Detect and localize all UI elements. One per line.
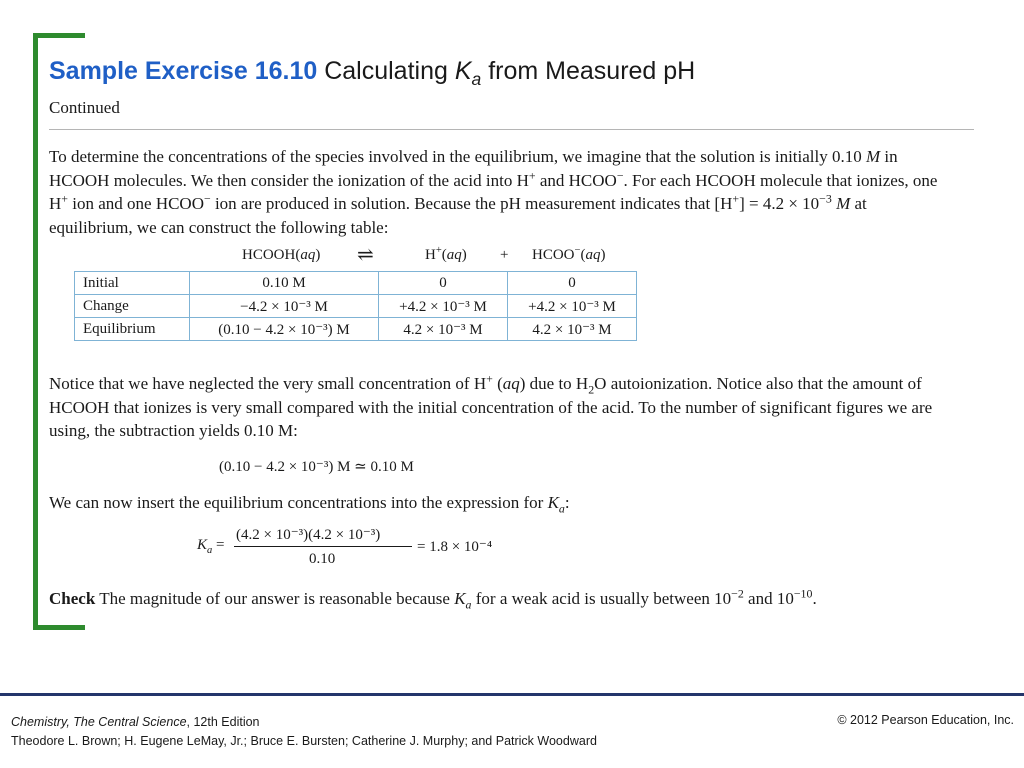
insert-paragraph: We can now insert the equilibrium concentrations into the expression for $K_a$: xyxy=(49,493,570,516)
table-cell: 4.2 × 10⁻³ M xyxy=(508,318,637,341)
footer-citation xyxy=(11,713,597,751)
ka-lhs: $K_a$ = xyxy=(197,537,225,556)
row-label: Initial xyxy=(75,272,190,295)
page-title xyxy=(49,57,696,89)
table-cell: 0.10 M xyxy=(190,272,379,295)
table-row xyxy=(75,272,637,295)
ka-result: = 1.8 × 10⁻⁴ xyxy=(417,539,493,555)
neglect-paragraph: Notice that we have neglected the very small concentration of H+ (aq) due to $H_2O$ autoionization. Notice also that the amount of HCOOH that ionizes is very small compared with the initial concentration of the acid. To the number of significant figures we are using, the subtraction yields 0.10 M: xyxy=(49,371,933,440)
table-cell: −4.2 × 10⁻³ M xyxy=(190,295,379,318)
intro-paragraph: To determine the concentrations of the species involved in the equilibrium, we imagine that the solution is initially 0.10 M in HCOOH molecules. We then consider the ionization of the acid into H+ and HCOO−. For each HCOOH molecule that ionizes, one H+ ion and one HCOO− ion are produced in solution. Because the pH measurement indicates that $[H^+] = 4.2 \times 10^{-3}$ M at equilibrium, we can construct the following table: xyxy=(49,147,938,237)
ka-denominator: 0.10 xyxy=(309,551,336,567)
table-cell: +4.2 × 10⁻³ M xyxy=(379,295,508,318)
table-row xyxy=(75,318,637,341)
table-row xyxy=(75,295,637,318)
approximation-equation: (0.10 − 4.2 × 10⁻³) M ≃ 0.10 M xyxy=(219,459,414,475)
ice-table xyxy=(74,271,637,341)
equilibrium-arrow-icon: ⇌ xyxy=(357,244,374,266)
footer-authors: Theodore L. Brown; H. Eugene LeMay, Jr.; Bruce E. Bursten; Catherine J. Murphy; and Patrick Woodward xyxy=(11,734,597,748)
reaction-product-h: H+(aq) xyxy=(425,245,467,263)
ka-numerator: (4.2 × 10⁻³)(4.2 × 10⁻³) xyxy=(236,527,381,543)
table-cell: 0 xyxy=(508,272,637,295)
title-exercise-number: Sample Exercise 16.10 xyxy=(49,57,318,85)
table-cell: 0 xyxy=(379,272,508,295)
table-cell: +4.2 × 10⁻³ M xyxy=(508,295,637,318)
check-paragraph: Check The magnitude of our answer is reasonable because $K_a$ for a weak acid is usually between $10^{-2}$ and $10^{-10}$. xyxy=(49,586,817,612)
fraction-bar xyxy=(234,546,412,547)
title-text: Calculating $K_a$ from Measured pH xyxy=(324,57,696,89)
row-label: Change xyxy=(75,295,190,318)
reaction-plus: + xyxy=(500,247,509,263)
table-cell: 4.2 × 10⁻³ M xyxy=(379,318,508,341)
reaction-product-hcoo: HCOO−(aq) xyxy=(532,245,606,263)
subtitle-continued: Continued xyxy=(49,98,120,117)
footer-rule xyxy=(0,693,1024,696)
table-cell: (0.10 − 4.2 × 10⁻³) M xyxy=(190,318,379,341)
footer-copyright: © 2012 Pearson Education, Inc. xyxy=(837,713,1014,727)
footer-book: Chemistry, The Central Science, 12th Edition xyxy=(11,715,260,729)
row-label: Equilibrium xyxy=(75,318,190,341)
title-divider xyxy=(49,129,974,130)
reaction-reactant: HCOOH(aq) xyxy=(242,247,321,263)
